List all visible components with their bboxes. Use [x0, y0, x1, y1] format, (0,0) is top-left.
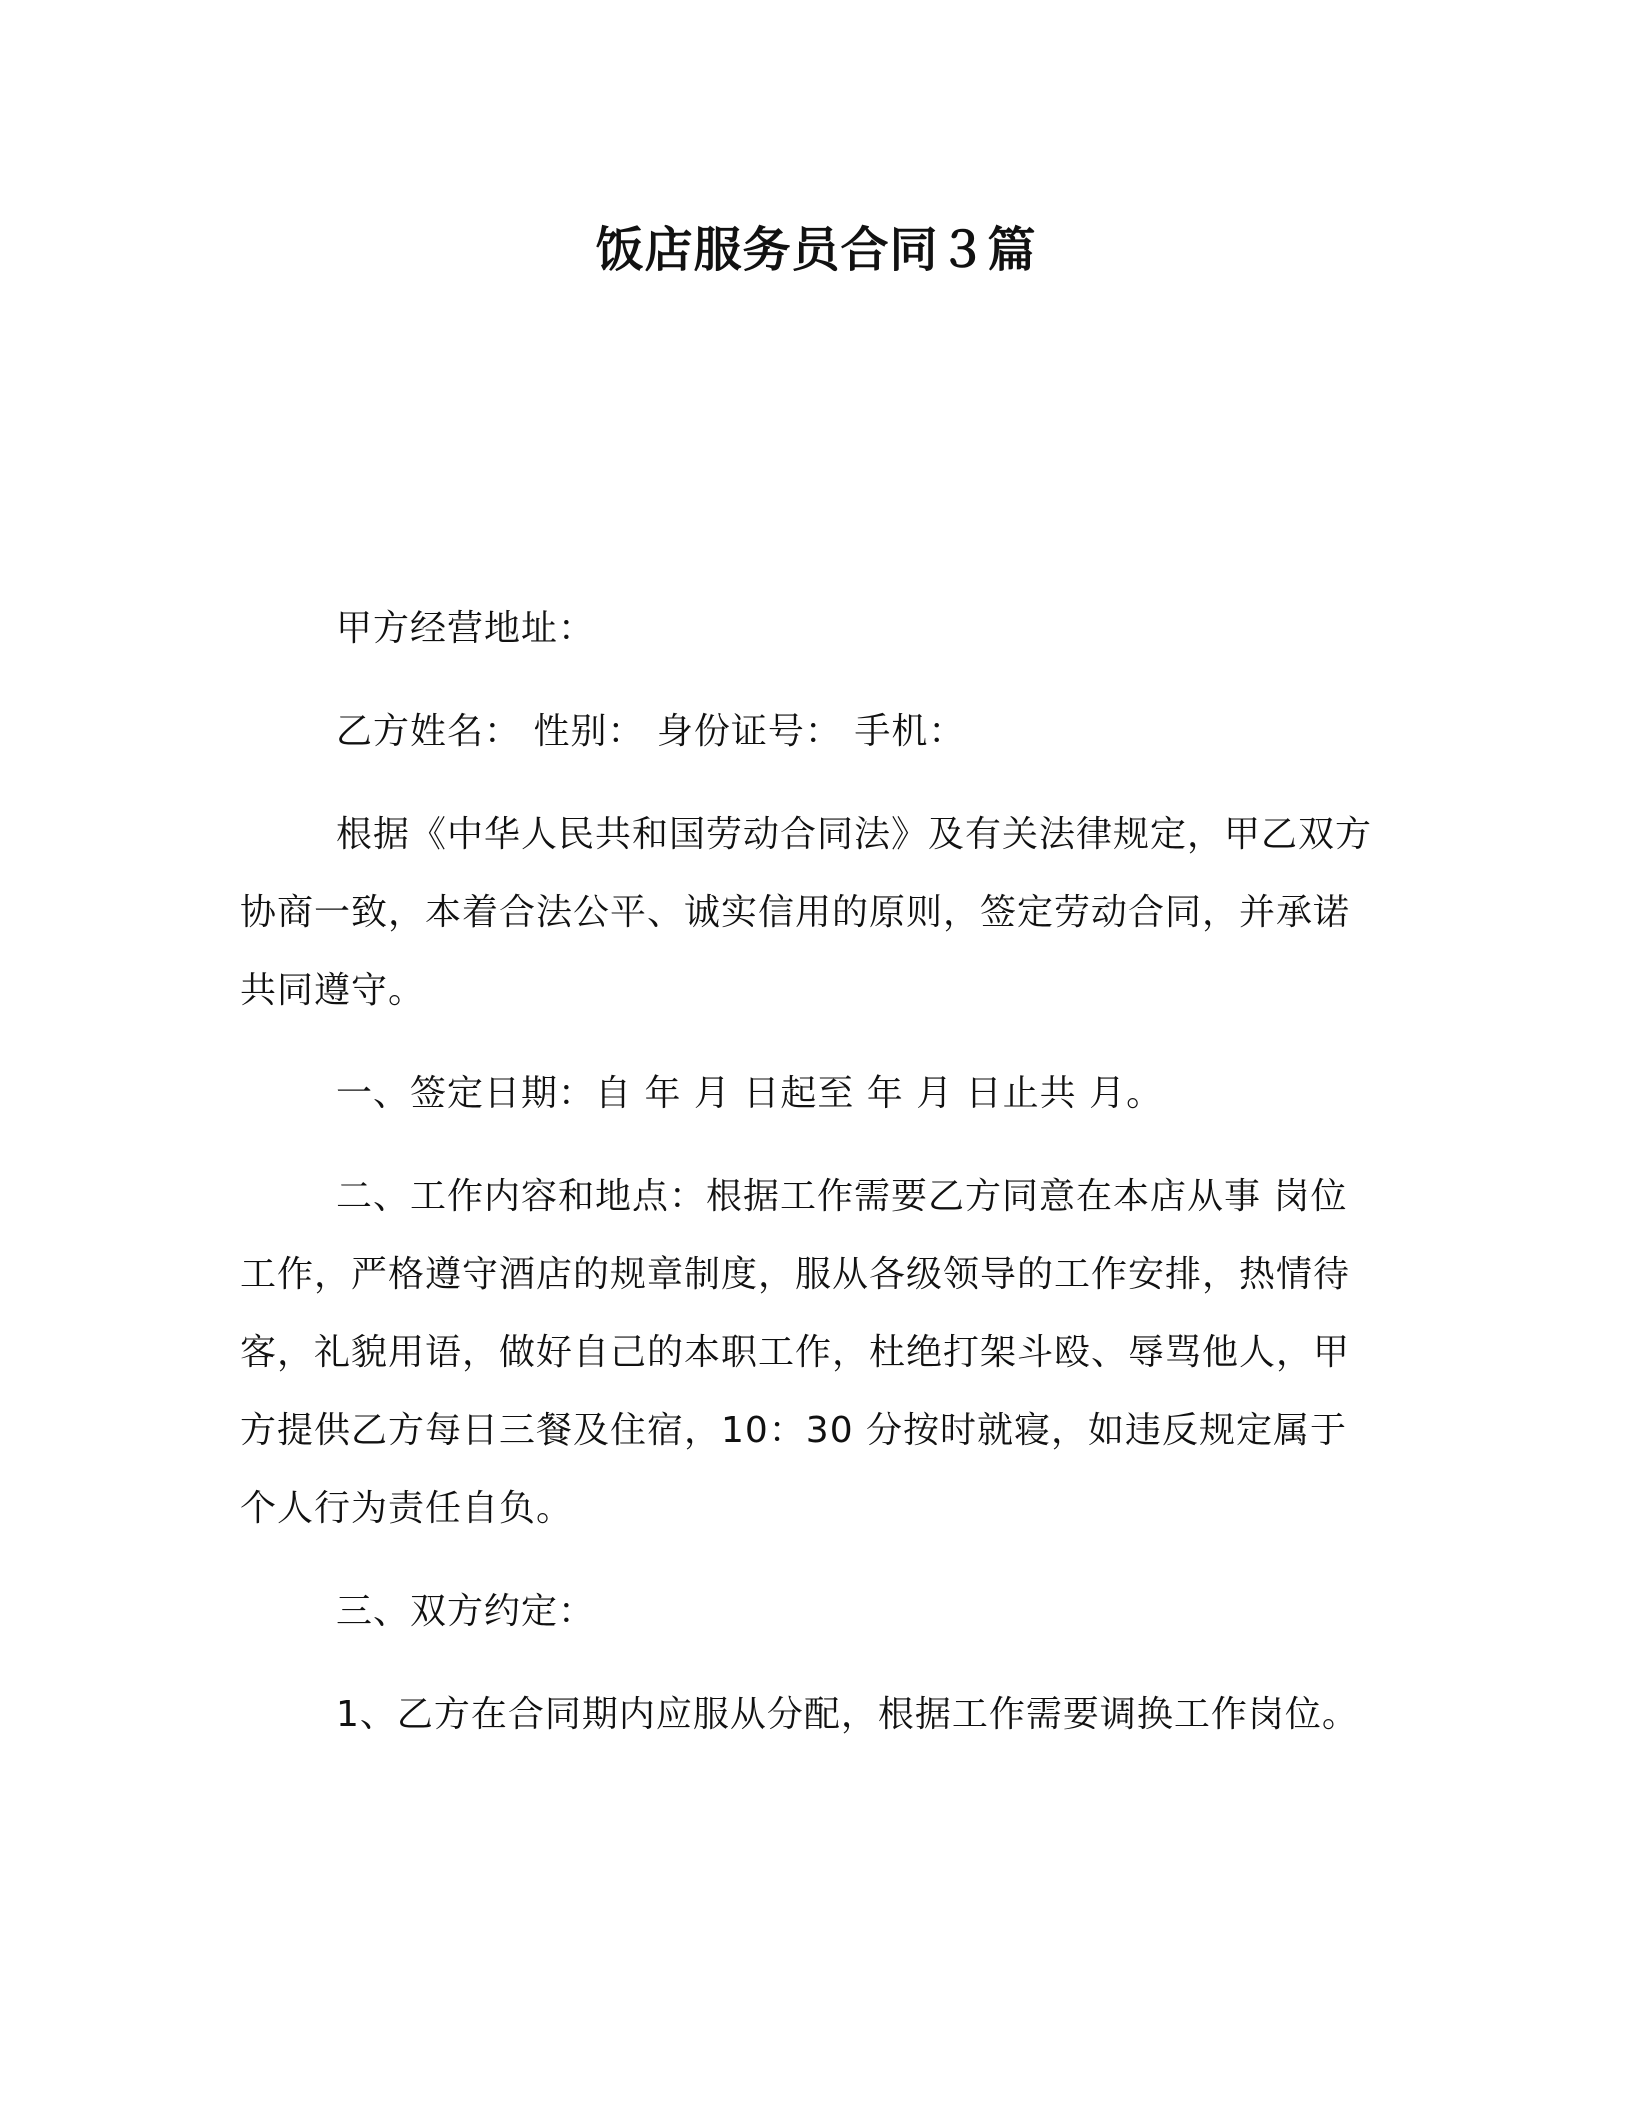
- paragraph-legal-basis: 根据《中华人民共和国劳动合同法》及有关法律规定，甲乙双方协商一致，本着合法公平、诚实信用的原则，签定劳动合同，并承诺共同遵守。: [240, 814, 1373, 1011]
- paragraph-party-a-address: 甲方经营地址：: [336, 608, 596, 649]
- document-body: [240, 590, 1380, 1779]
- paragraph-clause-1: 1、乙方在合同期内应服从分配，根据工作需要调换工作岗位。: [336, 1694, 1359, 1735]
- paragraph-party-b-info: 乙方姓名： 性别： 身份证号： 手机：: [336, 711, 966, 752]
- paragraph-signing-date: 一、签定日期：自 年 月 日起至 年 月 日止共 月。: [336, 1073, 1164, 1114]
- paragraph-agreement-heading: 三、双方约定：: [336, 1591, 596, 1632]
- document-title: 饭店服务员合同３篇: [595, 222, 1037, 278]
- paragraph-work-content: 二、工作内容和地点：根据工作需要乙方同意在本店从事 岗位工作，严格遵守酒店的规章制度，服从各级领导的工作安排，热情待客，礼貌用语，做好自己的本职工作，杜绝打架斗殴、辱骂他人，甲方提供乙方每日三餐及住宿，10：30 分按时就寝，如违反规定属于个人行为责任自负。: [240, 1176, 1351, 1529]
